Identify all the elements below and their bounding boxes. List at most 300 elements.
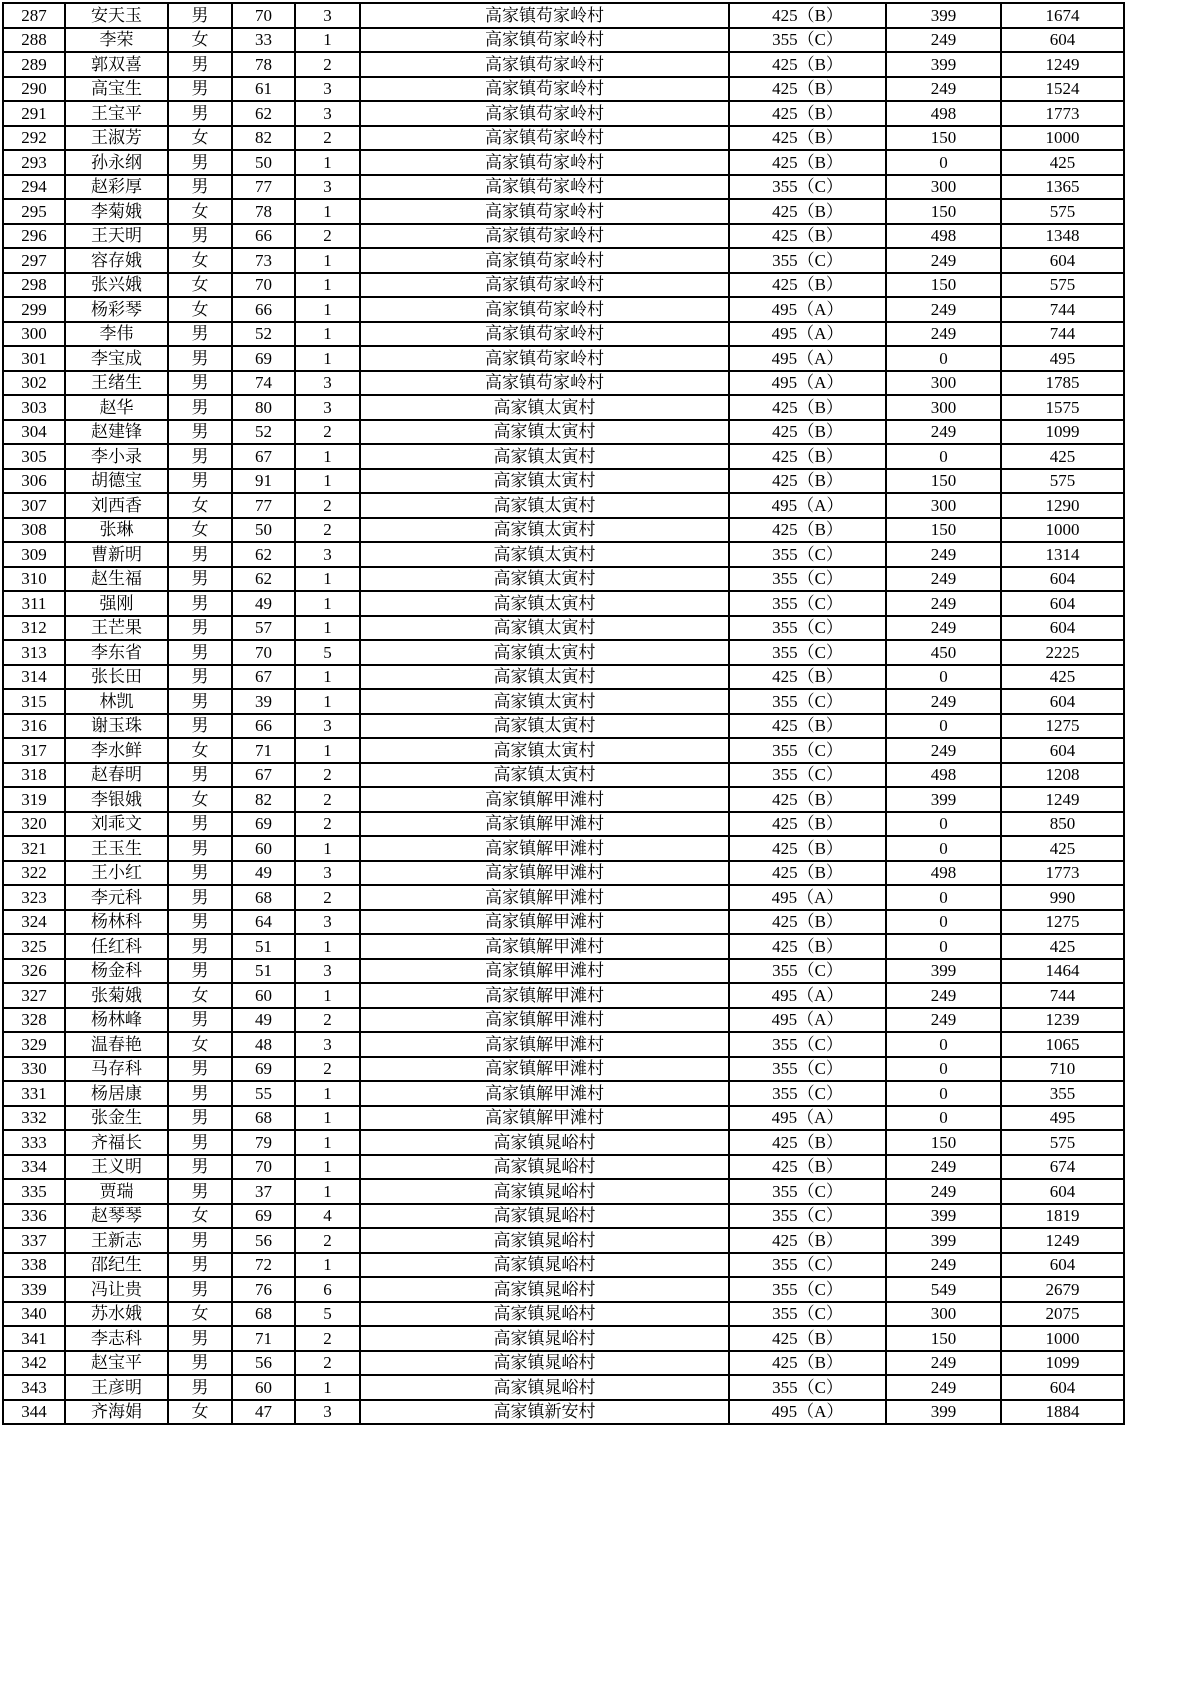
cell-count: 4 bbox=[295, 1204, 360, 1229]
cell-amount: 150 bbox=[886, 518, 1001, 543]
cell-name: 齐海娟 bbox=[65, 1400, 168, 1425]
cell-gender: 男 bbox=[168, 836, 232, 861]
cell-name: 林凯 bbox=[65, 689, 168, 714]
cell-amount: 249 bbox=[886, 1155, 1001, 1180]
cell-index: 334 bbox=[3, 1155, 65, 1180]
cell-index: 315 bbox=[3, 689, 65, 714]
cell-total: 604 bbox=[1001, 591, 1124, 616]
cell-age: 67 bbox=[232, 665, 295, 690]
cell-village: 高家镇太寅村 bbox=[360, 591, 729, 616]
cell-total: 1524 bbox=[1001, 77, 1124, 102]
cell-count: 1 bbox=[295, 738, 360, 763]
cell-amount: 249 bbox=[886, 689, 1001, 714]
cell-standard: 425（B） bbox=[729, 1130, 886, 1155]
cell-village: 高家镇太寅村 bbox=[360, 714, 729, 739]
cell-standard: 425（B） bbox=[729, 714, 886, 739]
cell-gender: 男 bbox=[168, 444, 232, 469]
cell-count: 1 bbox=[295, 616, 360, 641]
cell-index: 311 bbox=[3, 591, 65, 616]
cell-amount: 399 bbox=[886, 52, 1001, 77]
cell-count: 1 bbox=[295, 322, 360, 347]
table-row bbox=[3, 199, 1124, 224]
cell-name: 贾瑞 bbox=[65, 1179, 168, 1204]
cell-standard: 495（A） bbox=[729, 322, 886, 347]
cell-standard: 355（C） bbox=[729, 689, 886, 714]
cell-village: 高家镇太寅村 bbox=[360, 469, 729, 494]
cell-index: 337 bbox=[3, 1228, 65, 1253]
cell-index: 300 bbox=[3, 322, 65, 347]
cell-village: 高家镇苟家岭村 bbox=[360, 273, 729, 298]
cell-total: 495 bbox=[1001, 346, 1124, 371]
cell-village: 高家镇苟家岭村 bbox=[360, 371, 729, 396]
cell-age: 39 bbox=[232, 689, 295, 714]
cell-index: 313 bbox=[3, 640, 65, 665]
cell-age: 66 bbox=[232, 297, 295, 322]
cell-total: 604 bbox=[1001, 1253, 1124, 1278]
cell-total: 355 bbox=[1001, 1081, 1124, 1106]
cell-total: 1314 bbox=[1001, 542, 1124, 567]
cell-total: 1000 bbox=[1001, 126, 1124, 151]
cell-total: 744 bbox=[1001, 322, 1124, 347]
cell-total: 1000 bbox=[1001, 1326, 1124, 1351]
cell-standard: 425（B） bbox=[729, 812, 886, 837]
cell-index: 291 bbox=[3, 101, 65, 126]
cell-amount: 399 bbox=[886, 1228, 1001, 1253]
cell-amount: 150 bbox=[886, 469, 1001, 494]
cell-gender: 男 bbox=[168, 1130, 232, 1155]
cell-name: 李小录 bbox=[65, 444, 168, 469]
cell-age: 91 bbox=[232, 469, 295, 494]
cell-total: 1249 bbox=[1001, 787, 1124, 812]
cell-count: 2 bbox=[295, 493, 360, 518]
cell-age: 72 bbox=[232, 1253, 295, 1278]
cell-count: 3 bbox=[295, 959, 360, 984]
table-row bbox=[3, 665, 1124, 690]
table-row bbox=[3, 1277, 1124, 1302]
cell-standard: 355（C） bbox=[729, 1081, 886, 1106]
cell-gender: 女 bbox=[168, 518, 232, 543]
cell-amount: 0 bbox=[886, 1032, 1001, 1057]
cell-index: 323 bbox=[3, 885, 65, 910]
cell-village: 高家镇太寅村 bbox=[360, 738, 729, 763]
table-row bbox=[3, 591, 1124, 616]
cell-age: 66 bbox=[232, 224, 295, 249]
cell-index: 336 bbox=[3, 1204, 65, 1229]
cell-name: 赵生福 bbox=[65, 567, 168, 592]
cell-age: 51 bbox=[232, 934, 295, 959]
cell-gender: 女 bbox=[168, 493, 232, 518]
cell-village: 高家镇晁峪村 bbox=[360, 1253, 729, 1278]
cell-index: 340 bbox=[3, 1302, 65, 1327]
cell-index: 342 bbox=[3, 1351, 65, 1376]
cell-gender: 男 bbox=[168, 3, 232, 28]
cell-gender: 男 bbox=[168, 714, 232, 739]
cell-amount: 0 bbox=[886, 444, 1001, 469]
cell-village: 高家镇太寅村 bbox=[360, 420, 729, 445]
cell-standard: 495（A） bbox=[729, 1400, 886, 1425]
table-row bbox=[3, 885, 1124, 910]
cell-count: 3 bbox=[295, 714, 360, 739]
cell-gender: 男 bbox=[168, 640, 232, 665]
cell-amount: 249 bbox=[886, 297, 1001, 322]
cell-name: 赵宝平 bbox=[65, 1351, 168, 1376]
cell-gender: 女 bbox=[168, 1400, 232, 1425]
cell-gender: 女 bbox=[168, 28, 232, 53]
cell-age: 82 bbox=[232, 126, 295, 151]
cell-name: 李伟 bbox=[65, 322, 168, 347]
cell-index: 293 bbox=[3, 150, 65, 175]
cell-age: 61 bbox=[232, 77, 295, 102]
cell-standard: 355（C） bbox=[729, 567, 886, 592]
cell-total: 1249 bbox=[1001, 52, 1124, 77]
cell-count: 3 bbox=[295, 395, 360, 420]
cell-age: 74 bbox=[232, 371, 295, 396]
cell-village: 高家镇太寅村 bbox=[360, 689, 729, 714]
cell-village: 高家镇苟家岭村 bbox=[360, 101, 729, 126]
table-row bbox=[3, 101, 1124, 126]
cell-index: 339 bbox=[3, 1277, 65, 1302]
cell-village: 高家镇苟家岭村 bbox=[360, 126, 729, 151]
cell-name: 李宝成 bbox=[65, 346, 168, 371]
cell-amount: 399 bbox=[886, 3, 1001, 28]
cell-standard: 355（C） bbox=[729, 28, 886, 53]
cell-index: 327 bbox=[3, 983, 65, 1008]
table-row bbox=[3, 175, 1124, 200]
cell-standard: 425（B） bbox=[729, 861, 886, 886]
cell-standard: 355（C） bbox=[729, 1057, 886, 1082]
cell-village: 高家镇苟家岭村 bbox=[360, 150, 729, 175]
cell-total: 1290 bbox=[1001, 493, 1124, 518]
cell-total: 1099 bbox=[1001, 1351, 1124, 1376]
cell-age: 49 bbox=[232, 591, 295, 616]
cell-gender: 男 bbox=[168, 1155, 232, 1180]
cell-name: 李银娥 bbox=[65, 787, 168, 812]
table-body bbox=[3, 3, 1124, 1424]
cell-village: 高家镇解甲滩村 bbox=[360, 1081, 729, 1106]
cell-name: 李志科 bbox=[65, 1326, 168, 1351]
cell-amount: 0 bbox=[886, 1057, 1001, 1082]
cell-count: 1 bbox=[295, 28, 360, 53]
cell-index: 324 bbox=[3, 910, 65, 935]
cell-gender: 男 bbox=[168, 371, 232, 396]
cell-total: 604 bbox=[1001, 567, 1124, 592]
cell-gender: 男 bbox=[168, 77, 232, 102]
cell-index: 318 bbox=[3, 763, 65, 788]
cell-name: 杨彩琴 bbox=[65, 297, 168, 322]
cell-index: 322 bbox=[3, 861, 65, 886]
table-row bbox=[3, 1130, 1124, 1155]
cell-age: 68 bbox=[232, 885, 295, 910]
table-row bbox=[3, 983, 1124, 1008]
table-row bbox=[3, 297, 1124, 322]
cell-index: 294 bbox=[3, 175, 65, 200]
cell-total: 1575 bbox=[1001, 395, 1124, 420]
cell-amount: 249 bbox=[886, 1351, 1001, 1376]
cell-name: 杨居康 bbox=[65, 1081, 168, 1106]
cell-count: 2 bbox=[295, 885, 360, 910]
cell-gender: 女 bbox=[168, 1204, 232, 1229]
cell-standard: 425（B） bbox=[729, 126, 886, 151]
cell-amount: 249 bbox=[886, 420, 1001, 445]
cell-gender: 女 bbox=[168, 248, 232, 273]
cell-name: 曹新明 bbox=[65, 542, 168, 567]
cell-index: 295 bbox=[3, 199, 65, 224]
cell-amount: 498 bbox=[886, 763, 1001, 788]
cell-amount: 249 bbox=[886, 322, 1001, 347]
cell-age: 52 bbox=[232, 420, 295, 445]
cell-amount: 249 bbox=[886, 542, 1001, 567]
cell-age: 80 bbox=[232, 395, 295, 420]
cell-index: 298 bbox=[3, 273, 65, 298]
cell-count: 3 bbox=[295, 861, 360, 886]
cell-standard: 355（C） bbox=[729, 1179, 886, 1204]
cell-age: 62 bbox=[232, 567, 295, 592]
cell-index: 326 bbox=[3, 959, 65, 984]
cell-age: 64 bbox=[232, 910, 295, 935]
cell-amount: 249 bbox=[886, 591, 1001, 616]
table-row bbox=[3, 518, 1124, 543]
cell-standard: 425（B） bbox=[729, 420, 886, 445]
cell-name: 赵建锋 bbox=[65, 420, 168, 445]
cell-amount: 399 bbox=[886, 787, 1001, 812]
cell-age: 49 bbox=[232, 861, 295, 886]
cell-gender: 男 bbox=[168, 959, 232, 984]
cell-amount: 150 bbox=[886, 273, 1001, 298]
table-row bbox=[3, 28, 1124, 53]
cell-gender: 女 bbox=[168, 199, 232, 224]
cell-index: 330 bbox=[3, 1057, 65, 1082]
cell-village: 高家镇苟家岭村 bbox=[360, 3, 729, 28]
cell-gender: 女 bbox=[168, 738, 232, 763]
cell-village: 高家镇晁峪村 bbox=[360, 1326, 729, 1351]
cell-amount: 300 bbox=[886, 395, 1001, 420]
cell-total: 1773 bbox=[1001, 101, 1124, 126]
cell-name: 张琳 bbox=[65, 518, 168, 543]
cell-village: 高家镇太寅村 bbox=[360, 395, 729, 420]
cell-index: 301 bbox=[3, 346, 65, 371]
cell-index: 312 bbox=[3, 616, 65, 641]
cell-village: 高家镇新安村 bbox=[360, 1400, 729, 1425]
cell-standard: 425（B） bbox=[729, 934, 886, 959]
cell-standard: 425（B） bbox=[729, 3, 886, 28]
cell-total: 1065 bbox=[1001, 1032, 1124, 1057]
cell-index: 314 bbox=[3, 665, 65, 690]
cell-index: 297 bbox=[3, 248, 65, 273]
cell-standard: 355（C） bbox=[729, 1375, 886, 1400]
cell-village: 高家镇苟家岭村 bbox=[360, 346, 729, 371]
cell-count: 1 bbox=[295, 1155, 360, 1180]
cell-gender: 女 bbox=[168, 297, 232, 322]
cell-gender: 男 bbox=[168, 542, 232, 567]
cell-gender: 男 bbox=[168, 763, 232, 788]
cell-name: 齐福长 bbox=[65, 1130, 168, 1155]
cell-name: 李东省 bbox=[65, 640, 168, 665]
cell-village: 高家镇解甲滩村 bbox=[360, 812, 729, 837]
cell-age: 68 bbox=[232, 1302, 295, 1327]
cell-count: 2 bbox=[295, 1326, 360, 1351]
cell-count: 1 bbox=[295, 150, 360, 175]
cell-age: 62 bbox=[232, 101, 295, 126]
cell-standard: 355（C） bbox=[729, 1253, 886, 1278]
cell-name: 胡德宝 bbox=[65, 469, 168, 494]
cell-village: 高家镇苟家岭村 bbox=[360, 322, 729, 347]
table-row bbox=[3, 959, 1124, 984]
cell-standard: 355（C） bbox=[729, 542, 886, 567]
cell-amount: 0 bbox=[886, 836, 1001, 861]
cell-amount: 249 bbox=[886, 567, 1001, 592]
cell-age: 70 bbox=[232, 640, 295, 665]
cell-gender: 女 bbox=[168, 1302, 232, 1327]
cell-count: 2 bbox=[295, 1057, 360, 1082]
cell-village: 高家镇解甲滩村 bbox=[360, 910, 729, 935]
cell-age: 33 bbox=[232, 28, 295, 53]
table-row bbox=[3, 861, 1124, 886]
cell-total: 1348 bbox=[1001, 224, 1124, 249]
cell-index: 341 bbox=[3, 1326, 65, 1351]
cell-village: 高家镇晁峪村 bbox=[360, 1204, 729, 1229]
cell-total: 604 bbox=[1001, 616, 1124, 641]
cell-name: 强刚 bbox=[65, 591, 168, 616]
cell-count: 2 bbox=[295, 52, 360, 77]
cell-village: 高家镇苟家岭村 bbox=[360, 77, 729, 102]
cell-amount: 249 bbox=[886, 77, 1001, 102]
cell-standard: 425（B） bbox=[729, 910, 886, 935]
cell-amount: 249 bbox=[886, 738, 1001, 763]
table-row bbox=[3, 126, 1124, 151]
cell-gender: 男 bbox=[168, 1277, 232, 1302]
cell-age: 56 bbox=[232, 1228, 295, 1253]
cell-index: 333 bbox=[3, 1130, 65, 1155]
cell-count: 3 bbox=[295, 542, 360, 567]
table-row bbox=[3, 273, 1124, 298]
cell-total: 1275 bbox=[1001, 910, 1124, 935]
cell-village: 高家镇晁峪村 bbox=[360, 1302, 729, 1327]
cell-standard: 355（C） bbox=[729, 640, 886, 665]
cell-gender: 男 bbox=[168, 1228, 232, 1253]
cell-name: 冯让贵 bbox=[65, 1277, 168, 1302]
cell-village: 高家镇解甲滩村 bbox=[360, 836, 729, 861]
cell-village: 高家镇晁峪村 bbox=[360, 1277, 729, 1302]
table-row bbox=[3, 1351, 1124, 1376]
table-row bbox=[3, 1375, 1124, 1400]
cell-amount: 498 bbox=[886, 224, 1001, 249]
cell-total: 2679 bbox=[1001, 1277, 1124, 1302]
cell-village: 高家镇太寅村 bbox=[360, 665, 729, 690]
cell-village: 高家镇太寅村 bbox=[360, 444, 729, 469]
cell-total: 1884 bbox=[1001, 1400, 1124, 1425]
cell-age: 70 bbox=[232, 3, 295, 28]
cell-village: 高家镇晁峪村 bbox=[360, 1351, 729, 1376]
cell-gender: 男 bbox=[168, 591, 232, 616]
cell-gender: 男 bbox=[168, 469, 232, 494]
table-row bbox=[3, 322, 1124, 347]
table-row bbox=[3, 346, 1124, 371]
cell-amount: 0 bbox=[886, 812, 1001, 837]
table-row bbox=[3, 224, 1124, 249]
cell-standard: 425（B） bbox=[729, 273, 886, 298]
cell-gender: 女 bbox=[168, 983, 232, 1008]
cell-village: 高家镇苟家岭村 bbox=[360, 52, 729, 77]
cell-count: 1 bbox=[295, 1253, 360, 1278]
cell-gender: 男 bbox=[168, 1375, 232, 1400]
cell-name: 王绪生 bbox=[65, 371, 168, 396]
table-row bbox=[3, 420, 1124, 445]
cell-village: 高家镇解甲滩村 bbox=[360, 1057, 729, 1082]
cell-age: 73 bbox=[232, 248, 295, 273]
cell-village: 高家镇苟家岭村 bbox=[360, 199, 729, 224]
cell-village: 高家镇苟家岭村 bbox=[360, 28, 729, 53]
table-row bbox=[3, 150, 1124, 175]
cell-index: 288 bbox=[3, 28, 65, 53]
cell-amount: 249 bbox=[886, 983, 1001, 1008]
cell-gender: 男 bbox=[168, 567, 232, 592]
cell-count: 1 bbox=[295, 1081, 360, 1106]
cell-name: 赵春明 bbox=[65, 763, 168, 788]
cell-total: 425 bbox=[1001, 444, 1124, 469]
cell-count: 3 bbox=[295, 910, 360, 935]
cell-index: 292 bbox=[3, 126, 65, 151]
cell-age: 67 bbox=[232, 444, 295, 469]
cell-village: 高家镇太寅村 bbox=[360, 640, 729, 665]
cell-total: 1249 bbox=[1001, 1228, 1124, 1253]
cell-index: 328 bbox=[3, 1008, 65, 1033]
table-row bbox=[3, 1228, 1124, 1253]
cell-amount: 498 bbox=[886, 861, 1001, 886]
cell-gender: 女 bbox=[168, 273, 232, 298]
cell-age: 77 bbox=[232, 175, 295, 200]
cell-standard: 425（B） bbox=[729, 469, 886, 494]
cell-village: 高家镇解甲滩村 bbox=[360, 934, 729, 959]
cell-amount: 249 bbox=[886, 1375, 1001, 1400]
cell-gender: 男 bbox=[168, 861, 232, 886]
cell-age: 69 bbox=[232, 812, 295, 837]
table-row bbox=[3, 1179, 1124, 1204]
cell-index: 305 bbox=[3, 444, 65, 469]
table-row bbox=[3, 1008, 1124, 1033]
cell-age: 57 bbox=[232, 616, 295, 641]
cell-index: 343 bbox=[3, 1375, 65, 1400]
cell-total: 1365 bbox=[1001, 175, 1124, 200]
cell-total: 425 bbox=[1001, 934, 1124, 959]
table-row bbox=[3, 77, 1124, 102]
cell-gender: 男 bbox=[168, 812, 232, 837]
cell-index: 316 bbox=[3, 714, 65, 739]
cell-index: 331 bbox=[3, 1081, 65, 1106]
table-row bbox=[3, 1032, 1124, 1057]
cell-standard: 495（A） bbox=[729, 885, 886, 910]
cell-name: 张金生 bbox=[65, 1106, 168, 1131]
cell-total: 744 bbox=[1001, 297, 1124, 322]
cell-amount: 249 bbox=[886, 1179, 1001, 1204]
cell-count: 2 bbox=[295, 224, 360, 249]
cell-village: 高家镇晁峪村 bbox=[360, 1375, 729, 1400]
cell-name: 高宝生 bbox=[65, 77, 168, 102]
cell-village: 高家镇太寅村 bbox=[360, 763, 729, 788]
cell-age: 68 bbox=[232, 1106, 295, 1131]
cell-amount: 249 bbox=[886, 1008, 1001, 1033]
cell-index: 287 bbox=[3, 3, 65, 28]
cell-village: 高家镇晁峪村 bbox=[360, 1179, 729, 1204]
cell-count: 2 bbox=[295, 518, 360, 543]
cell-total: 2075 bbox=[1001, 1302, 1124, 1327]
cell-name: 李元科 bbox=[65, 885, 168, 910]
table-row bbox=[3, 836, 1124, 861]
cell-standard: 425（B） bbox=[729, 787, 886, 812]
cell-standard: 425（B） bbox=[729, 1155, 886, 1180]
cell-amount: 0 bbox=[886, 1106, 1001, 1131]
cell-standard: 355（C） bbox=[729, 1204, 886, 1229]
cell-index: 344 bbox=[3, 1400, 65, 1425]
